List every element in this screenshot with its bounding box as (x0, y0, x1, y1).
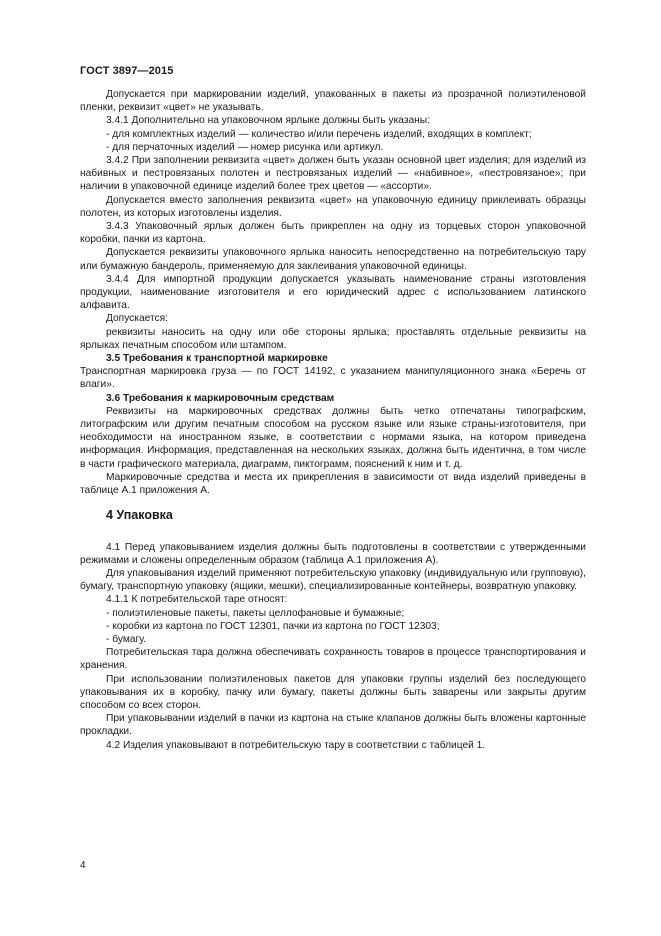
clause-3-4-3: 3.4.3 Упаковочный ярлык должен быть прикреплен на одну из торцевых сторон упаковочной коробки, пачки из картона. (80, 221, 586, 246)
list-item: - бумагу. (106, 633, 147, 645)
paragraph: Маркировочные средства и места их прикрепления в зависимости от вида изделий приведены в таблице А.1 приложения А. (80, 471, 586, 497)
subsection-heading-3-5: 3.5 Требования к транспортной маркировке (106, 353, 328, 365)
clause-4-1: 4.1 Перед упаковыванием изделия должны быть подготовлены в соответствии с утвержденными режимами и сложены определенным образом (таблица А.1 приложения А). (80, 541, 586, 566)
list-item: - для комплектных изделий — количество и/или перечень изделий, входящих в комплект; (106, 128, 532, 140)
section-heading-4: 4 Упаковка (106, 508, 173, 523)
page-number: 4 (80, 860, 86, 871)
subsection-heading-3-6: 3.6 Требования к маркировочным средствам (106, 392, 335, 404)
paragraph: При упаковывании изделий в пачки из картона на стыке клапанов должны быть вложены картонные прокладки. (80, 713, 586, 738)
clause-3-4-1: 3.4.1 Дополнительно на упаковочном ярлыке должны быть указаны: (106, 115, 430, 127)
paragraph: Реквизиты на маркировочных средствах должны быть четко отпечатаны типографским, литографским или другим печатным способом на русском языке или языке страны-изготовителя, при необходимости на иностранном языке, в соответствии с нормами языка, на котором приведена информация. Информация, представленная на нескольких языках, должна быть идентична, в том числе в части графического материала, диаграмм, пиктограмм, пояснений к ним и т. д. (80, 405, 586, 470)
clause-3-4-4: 3.4.4 Для импортной продукции допускается указывать наименование страны изготовления продукции, наименование изготовителя и его юридический адрес с использованием латинского алфавита. (80, 273, 586, 312)
list-item: - полиэтиленовые пакеты, пакеты целлофановые и бумажные; (106, 607, 405, 619)
paragraph: Транспортная маркировка груза — по ГОСТ 14192, с указанием манипуляционного знака «Беречь от влаги». (80, 366, 586, 391)
paragraph: При использовании полиэтиленовых пакетов для упаковки группы изделий без последующего упаковывания их в коробку, пачку или бумагу, пакеты должны быть заварены или закрыты другим способом со всех сторон. (80, 673, 586, 711)
paragraph: реквизиты наносить на одну или обе стороны ярлыка; проставлять отдельные реквизиты на ярлыках печатным способом или штампом. (80, 326, 586, 351)
paragraph: Допускается реквизиты упаковочного ярлыка наносить непосредственно на потребительскую тару или бумажную бандероль, применяемую для заклеивания упаковочной единицы. (80, 247, 586, 272)
clause-4-1-1: 4.1.1 К потребительской таре относят: (106, 594, 288, 606)
document-title: ГОСТ 3897—2015 (80, 65, 174, 77)
list-item: - для перчаточных изделий — номер рисунка или артикул. (106, 141, 384, 153)
paragraph: Допускается вместо заполнения реквизита «цвет» на упаковочную единицу приклеивать образцы полотен, из которых изготовлены изделия. (80, 194, 586, 219)
document-body (80, 88, 586, 752)
clause-4-2: 4.2 Изделия упаковывают в потребительскую тару в соответствии с таблицей 1. (106, 739, 486, 751)
paragraph: Потребительская тара должна обеспечивать сохранность товаров в процессе транспортирования и хранения. (80, 647, 586, 672)
list-item: - коробки из картона по ГОСТ 12301, пачки из картона по ГОСТ 12303; (106, 620, 440, 632)
clause-3-4-2: 3.4.2 При заполнении реквизита «цвет» должен быть указан основной цвет изделия; для изделий из набивных и пестровязаных полотен и пестровязаных изделий — «набивное», «пестровязаное»; при наличии в упаковочной единице изделий более трех цветов — «ассорти». (80, 155, 586, 193)
paragraph: Для упаковывания изделий применяют потребительскую упаковку (индивидуальную или групповую), бумагу, транспортную упаковку (ящики, мешки), специализированные контейнеры, возвратную упаковку. (80, 567, 586, 593)
paragraph: Допускается при маркировании изделий, упакованных в пакеты из прозрачной полиэтиленовой пленки, реквизит «цвет» не указывать. (80, 89, 586, 114)
paragraph: Допускается: (106, 313, 168, 325)
